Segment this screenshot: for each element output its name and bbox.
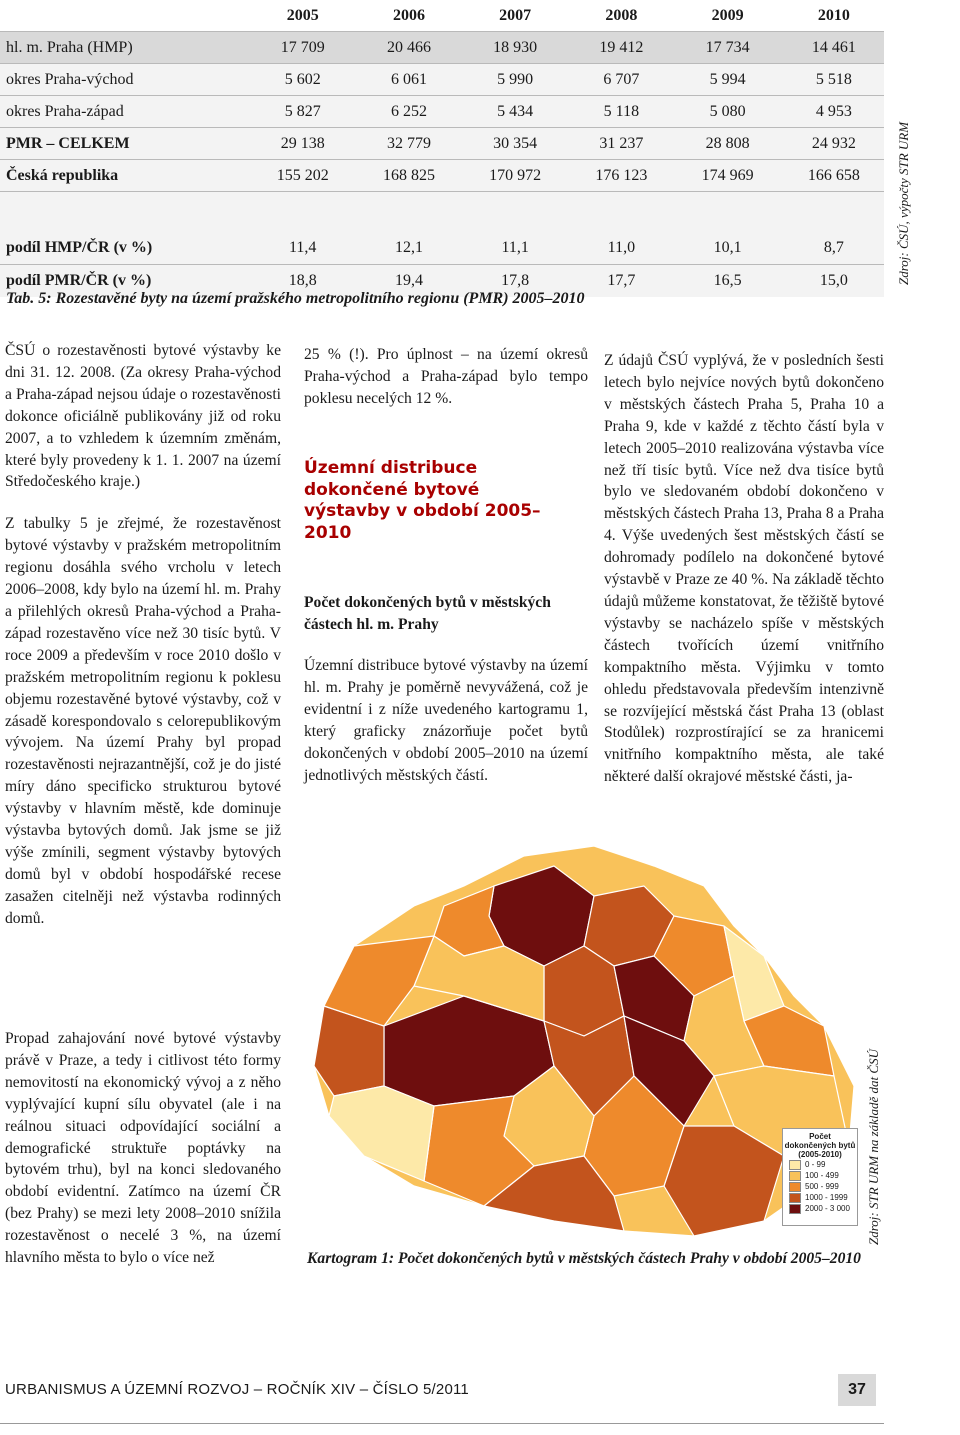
cell: 19,4 (353, 265, 459, 298)
legend-item (789, 1192, 857, 1203)
cell: 10,1 (671, 232, 777, 265)
legend-title: Počet dokončených bytů (2005-2010) (784, 1132, 856, 1159)
cell: 29 138 (247, 128, 353, 160)
paragraph: 25 % (!). Pro úplnost – na území okresů Praha-východ a Praha-západ bylo tempo poklesu necelých 12 %. (304, 346, 588, 407)
year-header: 2007 (459, 0, 565, 32)
paragraph: Územní distribuce bytové výstavby na území hl. m. Prahy je poměrně nevyvážená, což je evidentní i z níže uvedeného kartogramu 1, který graficky znázorňuje počet bytů dokončených v období 2005–2010 na území jednotlivých městských částí. (304, 657, 588, 784)
legend-label: 2000 - 3 000 (805, 1204, 850, 1213)
legend-item (789, 1203, 857, 1214)
table-header-row (0, 0, 884, 32)
cell: 18,8 (247, 265, 353, 298)
cell: 32 779 (353, 128, 459, 160)
cell: 17 734 (671, 32, 777, 64)
year-header: 2008 (565, 0, 671, 32)
year-header: 2010 (778, 0, 884, 32)
table-source (884, 90, 914, 290)
legend-swatch (789, 1182, 801, 1192)
cell: 155 202 (247, 160, 353, 192)
cell: 4 953 (778, 96, 884, 128)
cell: 5 827 (247, 96, 353, 128)
footer-divider (0, 1423, 884, 1424)
cell: 5 434 (459, 96, 565, 128)
paragraph: ČSÚ o rozestavěnosti bytové výstavby ke dni 31. 12. 2008. (Za okresy Praha-východ a Praha-západ nejsou údaje o rozestavěnosti dokonce oficiálně publikovány již od roku 2007, a to vzhledem k územním změnám, které byly provedeny k 1. 1. 2007 na území Středočeského kraje.) (5, 342, 281, 491)
cell: 168 825 (353, 160, 459, 192)
page-number: 37 (838, 1374, 876, 1406)
cell: 5 118 (565, 96, 671, 128)
cell: 5 602 (247, 64, 353, 96)
cell: 15,0 (778, 265, 884, 298)
column-1-lower (5, 1028, 281, 1269)
cell: 166 658 (778, 160, 884, 192)
cell: 14 461 (778, 32, 884, 64)
cell: 17,7 (565, 265, 671, 298)
table-spacer-row (0, 192, 884, 233)
row-label: okres Praha-východ (0, 64, 247, 96)
cell: 11,1 (459, 232, 565, 265)
row-label: hl. m. Praha (HMP) (0, 32, 247, 64)
cell: 6 061 (353, 64, 459, 96)
legend-swatch (789, 1160, 801, 1170)
legend-label: 500 - 999 (805, 1182, 839, 1191)
year-header: 2009 (671, 0, 777, 32)
cell: 18 930 (459, 32, 565, 64)
year-header: 2006 (353, 0, 459, 32)
cell: 17,8 (459, 265, 565, 298)
table-row (0, 160, 884, 192)
cell: 8,7 (778, 232, 884, 265)
legend-item (789, 1159, 857, 1170)
cell: 19 412 (565, 32, 671, 64)
cell: 6 252 (353, 96, 459, 128)
row-label: PMR – CELKEM (0, 128, 247, 160)
cell: 11,4 (247, 232, 353, 265)
cell: 31 237 (565, 128, 671, 160)
table-row (0, 32, 884, 64)
sub-heading: Počet dokončených bytů v městských částech hl. m. Prahy (304, 594, 551, 633)
cell: 176 123 (565, 160, 671, 192)
spacer-cell (0, 192, 884, 233)
cell: 174 969 (671, 160, 777, 192)
cell: 12,1 (353, 232, 459, 265)
cell: 24 932 (778, 128, 884, 160)
cell: 28 808 (671, 128, 777, 160)
table-row (0, 64, 884, 96)
map-source-text: Zdroj: STR URM na základě dat ČSÚ (866, 1049, 881, 1245)
row-label: okres Praha-západ (0, 96, 247, 128)
cell: 5 080 (671, 96, 777, 128)
row-label: Česká republika (0, 160, 247, 192)
table-row (0, 128, 884, 160)
table-row (0, 232, 884, 265)
paragraph: Propad zahajování nové bytové výstavby právě v Praze, a tedy i citlivost této formy nemovitostí na ekonomický vývoj a z něho vyplývající kupní sílu obyvatel (ale i na reálnou situaci odpovídající sociální a demografické struktuře poptávky na bytovém trhu), byl na konci sledovaného období evidentní. Zatímco na území ČR (bez Prahy) se mezi lety 2008–2010 snížila rozestavěnost o necelé 3 %, na území hlavního města to bylo o více než (5, 1030, 281, 1267)
cell: 16,5 (671, 265, 777, 298)
year-header: 2005 (247, 0, 353, 32)
cell: 30 354 (459, 128, 565, 160)
cell: 17 709 (247, 32, 353, 64)
column-1 (5, 340, 281, 930)
section-heading: Územní distribuce dokončené bytové výstavby v období 2005–2010 (304, 458, 541, 543)
table-caption: Tab. 5: Rozestavěné byty na území pražského metropolitního regionu (PMR) 2005–2010 (6, 290, 585, 307)
legend-item (789, 1181, 857, 1192)
column-3 (604, 350, 884, 788)
cell: 5 518 (778, 64, 884, 96)
legend-swatch (789, 1204, 801, 1214)
cell: 20 466 (353, 32, 459, 64)
row-label: podíl HMP/ČR (v %) (0, 232, 247, 265)
legend-label: 1000 - 1999 (805, 1193, 848, 1202)
legend-item (789, 1170, 857, 1181)
row-label: podíl PMR/ČR (v %) (0, 265, 247, 298)
legend-swatch (789, 1193, 801, 1203)
table-source-text: Zdroj: ČSÚ, výpočty STR URM (896, 121, 911, 285)
cell: 5 990 (459, 64, 565, 96)
table-header-empty (0, 0, 247, 32)
cell: 170 972 (459, 160, 565, 192)
housing-table (0, 0, 884, 297)
legend-swatch (789, 1171, 801, 1181)
paragraph: Z tabulky 5 je zřejmé, že rozestavěnost bytové výstavby v pražském metropolitním regionu dosáhla svého vrcholu v letech 2006–2008, kdy bylo na území hl. m. Prahy a přilehlých okresů Praha-východ a Praha-západ rozestavěno více než 30 tisíc bytů. V roce 2009 a především v roce 2010 došlo v pražském metropolitním regionu k poklesu objemu rozestavěné bytové výstavby, což v zásadě korespondovalo s celorepublikovým vývojem. Na území Prahy byl propad rozestavěnosti nejrazantnější, což je do jisté míry dáno specificko strukturou bytové výstavby v hlavním městě, kde dominuje výstavba bytových domů. Jak jsme se již výše zmínili, segment výstavby bytových domů byl v období hospodářské recese zasažen citelněji než výstavba rodinných domů. (5, 515, 281, 927)
cell: 6 707 (565, 64, 671, 96)
cell: 11,0 (565, 232, 671, 265)
map-caption: Kartogram 1: Počet dokončených bytů v městských částech Prahy v období 2005–2010 (307, 1250, 861, 1267)
footer-journal-title: URBANISMUS A ÚZEMNÍ ROZVOJ – ROČNÍK XIV – ČÍSLO 5/2011 (5, 1381, 469, 1398)
column-2 (304, 344, 588, 410)
map-legend (782, 1128, 858, 1226)
cell: 5 994 (671, 64, 777, 96)
legend-label: 100 - 499 (805, 1171, 839, 1180)
legend-label: 0 - 99 (805, 1160, 826, 1169)
paragraph: Z údajů ČSÚ vyplývá, že v posledních šesti letech bylo nejvíce nových bytů dokončeno v městských částech Praha 5, Praha 10 a Praha 9, kde v každé z těchto částí byla v letech 2005–2010 realizována výstavba více než tří tisíc bytů. Více než dva tisíce bytů bylo ve sledovaném období dokončeno v městských částech Praha 13, Praha 8 a Praha 4. Výše uvedených šest městských částí se dohromady podílelo na dokončené bytové výstavbě v Praze ze 40 %. Na základě těchto údajů můžeme konstatovat, že těžiště bytové výstavby se nacházelo spíše v městských částech tvořících území vnitřního kompaktního města. Výjimku v tomto ohledu představovala především intenzivně se rozvíjející městská část Praha 13 (oblast Stodůlek) rozprostírající se za hranicemi vnitřního kompaktního města, ale také některé další okrajové městské části, ja- (604, 352, 884, 786)
table-row (0, 96, 884, 128)
